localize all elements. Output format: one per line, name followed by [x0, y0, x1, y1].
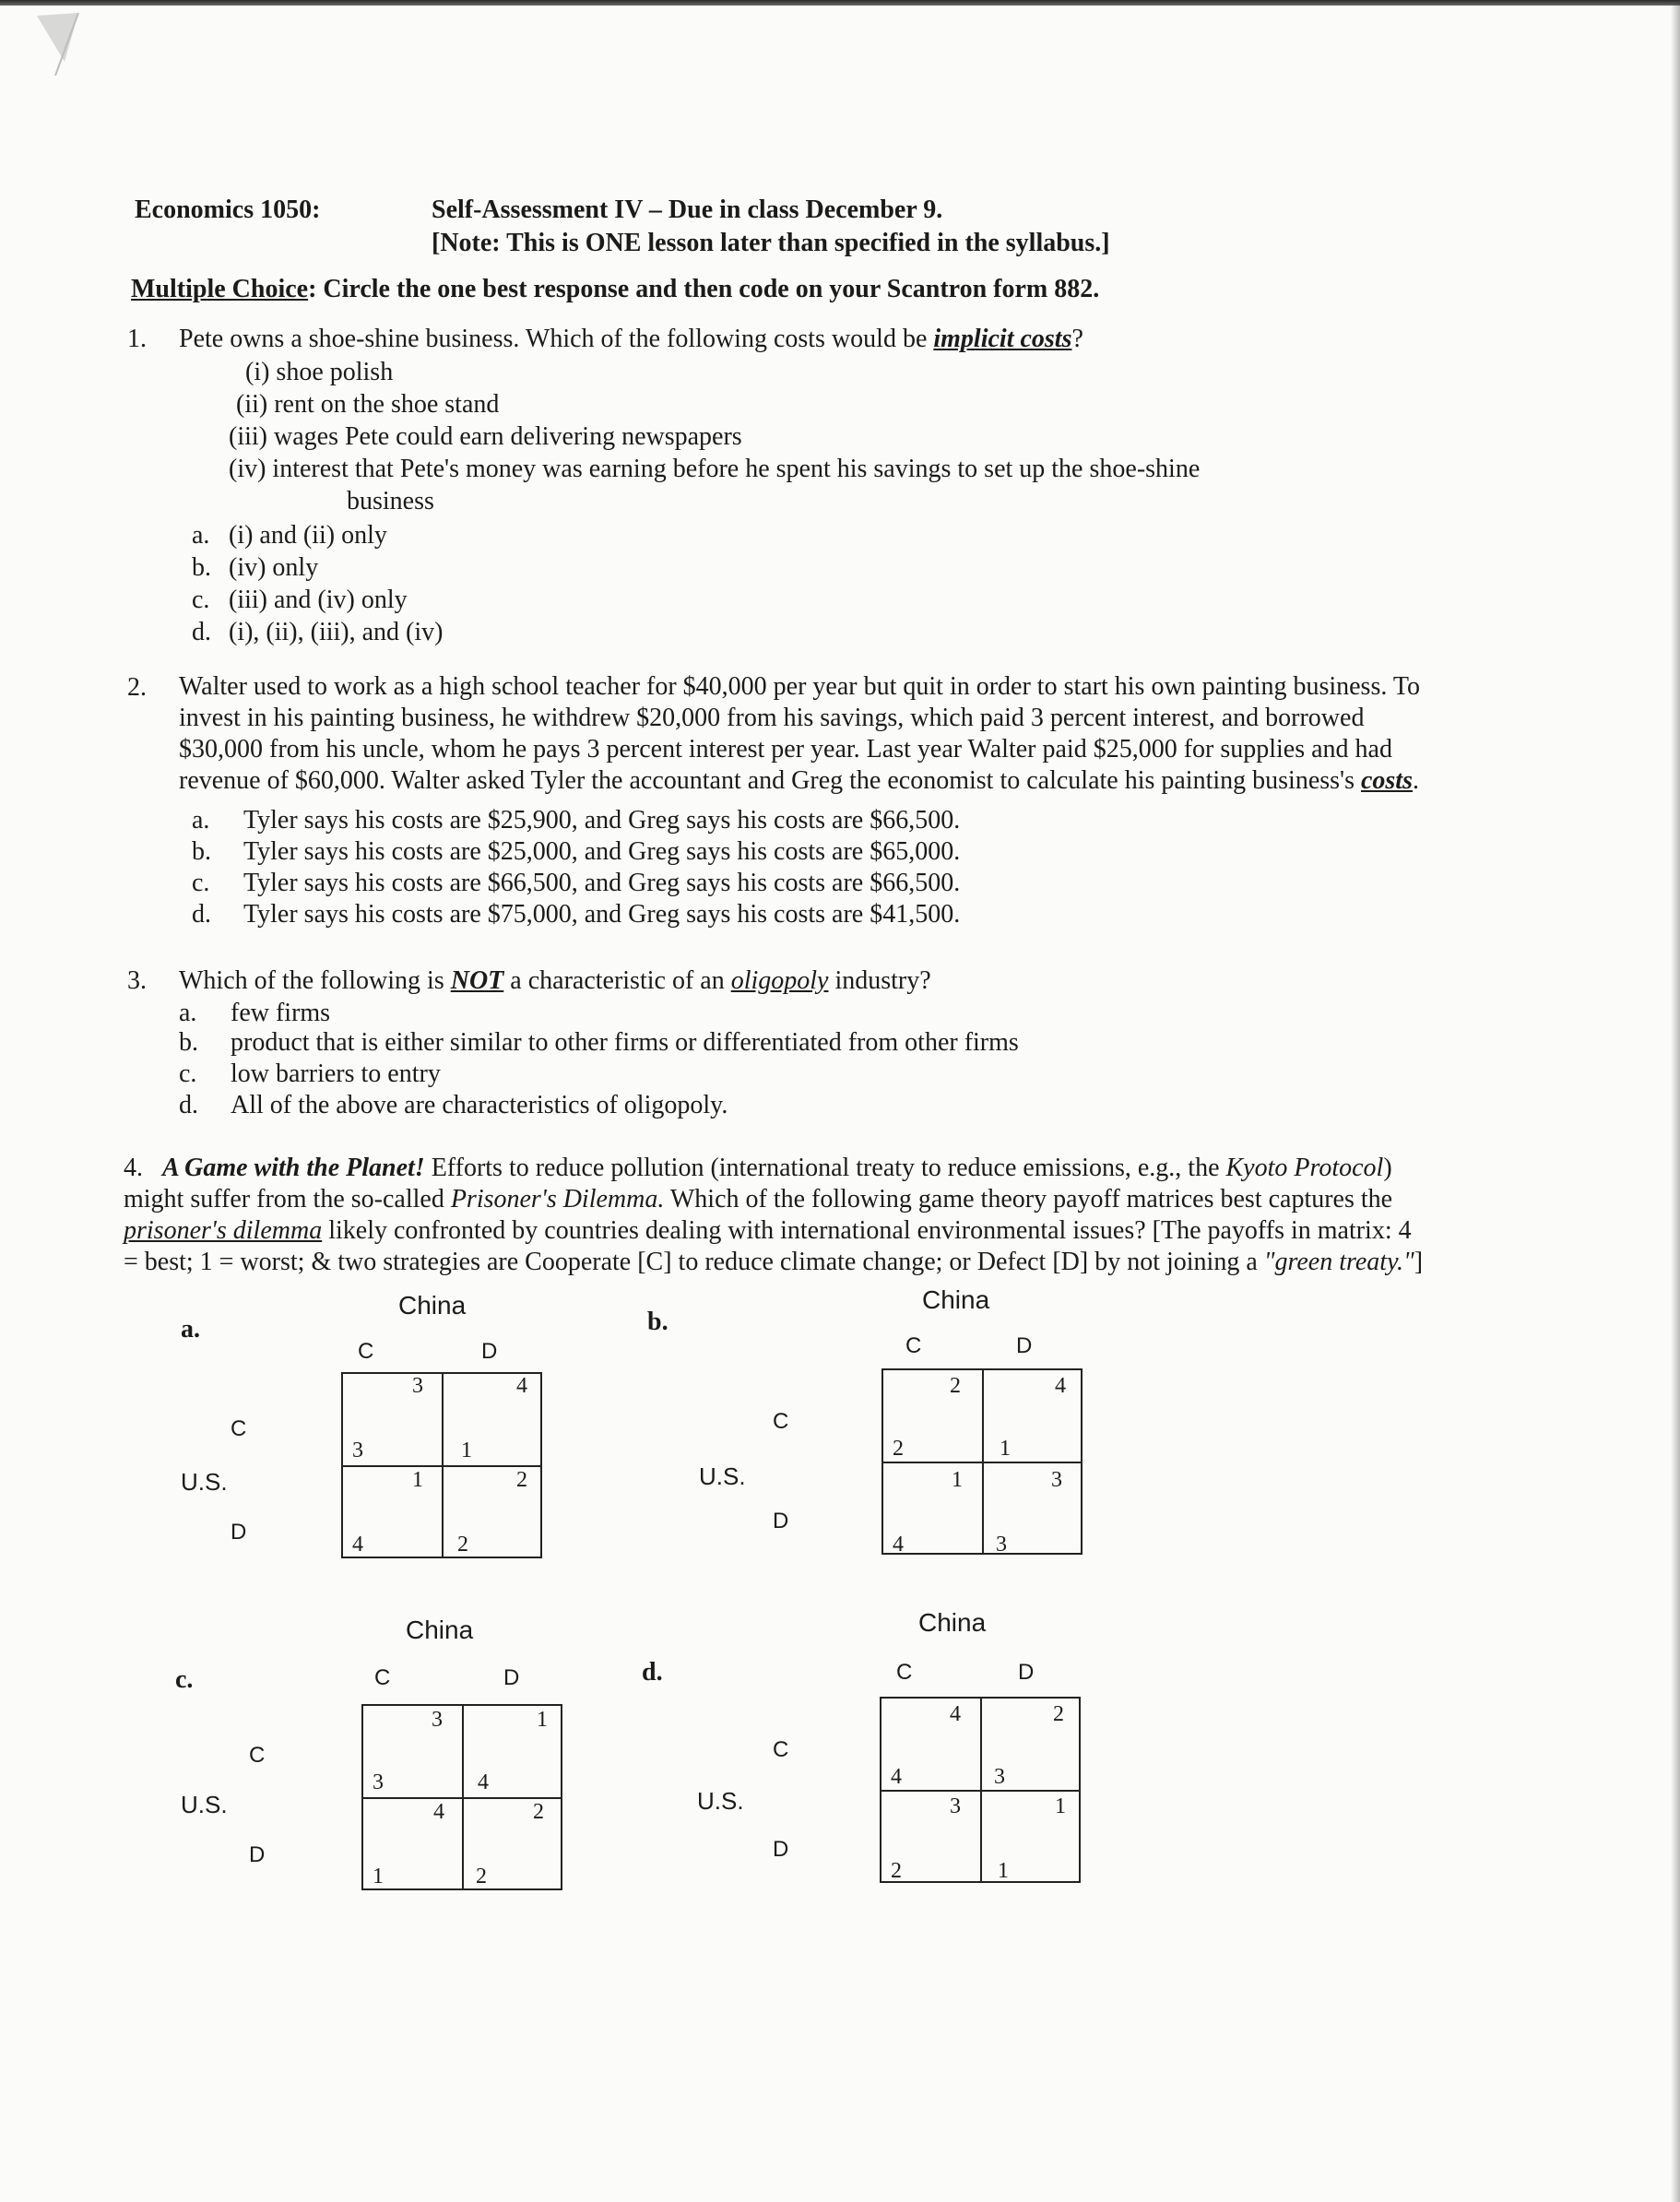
question-stem: Walter used to work as a high school teacher for $40,000 per year but quit in order to start his own painting business. To invest in his painting business, he withdrew $20,000 from his savings, which paid 3 percent interest, and borrowed $30,000 from his uncle, whom he pays 3 percent interest per year. Last year Walter paid $25,000 for supplies and had revenue of $60,000. Walter asked Tyler the accountant and Greg the economist to calculate his painting business's costs. — [179, 672, 1420, 795]
question-stem: Which of the following is NOT a characteristic of an oligopoly industry? — [179, 966, 931, 995]
instructions-label: Multiple Choice — [131, 275, 309, 303]
answer-option[interactable]: a. (i) and (ii) only — [192, 521, 387, 550]
player-label-us: U.S. — [697, 1787, 744, 1815]
list-item: (iii) wages Pete could earn delivering newspapers — [229, 422, 742, 451]
course-name: Economics 1050: — [135, 195, 321, 224]
list-item: (i) shoe polish — [245, 358, 394, 386]
row-strategy-c: C — [231, 1416, 247, 1441]
payoff-china: 4 — [433, 1800, 444, 1824]
payoff-us: 4 — [893, 1533, 904, 1557]
page-top-edge — [0, 0, 1680, 6]
row-strategy-d: D — [773, 1509, 789, 1533]
matrix-label[interactable]: c. — [175, 1665, 194, 1694]
emphasis-not: NOT — [450, 966, 504, 995]
emphasis-term: implicit costs — [933, 325, 1072, 353]
row-strategy-c: C — [773, 1737, 789, 1762]
payoff-china: 1 — [952, 1468, 963, 1492]
emphasis-term: oligopoly — [730, 966, 829, 995]
payoff-us: 3 — [352, 1438, 363, 1462]
payoff-china: 1 — [1055, 1794, 1066, 1818]
answer-option[interactable]: c. low barriers to entry — [179, 1060, 441, 1088]
player-label-china: China — [918, 1608, 987, 1637]
list-item: (iv) interest that Pete's money was earning before he spent his savings to set up the shoe-shine — [229, 455, 1201, 483]
question-number: 1. — [127, 325, 147, 353]
answer-option[interactable]: c. Tyler says his costs are $66,500, and Greg says his costs are $66,500. — [192, 869, 961, 897]
payoff-grid — [361, 1704, 562, 1890]
payoff-us: 2 — [891, 1859, 902, 1883]
question-number: 3. — [127, 966, 147, 995]
payoff-china: 4 — [516, 1374, 527, 1398]
payoff-us: 1 — [461, 1438, 472, 1462]
payoff-china: 3 — [412, 1374, 423, 1398]
payoff-china: 3 — [432, 1708, 443, 1732]
payoff-china: 3 — [1051, 1468, 1062, 1492]
player-label-china: China — [406, 1616, 474, 1644]
payoff-us: 1 — [373, 1865, 384, 1888]
payoff-china: 2 — [950, 1374, 961, 1398]
row-strategy-d: D — [773, 1837, 789, 1862]
instructions-text: : Circle the one best response and then code on your Scantron form 882. — [308, 275, 1100, 303]
row-strategy-d: D — [231, 1520, 247, 1545]
payoff-us: 3 — [994, 1765, 1005, 1789]
payoff-us: 4 — [891, 1765, 902, 1789]
player-label-us: U.S. — [181, 1791, 228, 1818]
column-strategy-c: C — [905, 1333, 922, 1358]
answer-option[interactable]: d. (i), (ii), (iii), and (iv) — [192, 618, 444, 646]
payoff-us: 2 — [893, 1437, 904, 1461]
player-label-us: U.S. — [181, 1468, 228, 1496]
instructions — [131, 275, 1099, 304]
payoff-us: 4 — [352, 1533, 363, 1557]
column-strategy-d: D — [481, 1339, 498, 1364]
page-side-shadow — [1671, 0, 1680, 2202]
payoff-china: 1 — [412, 1468, 423, 1492]
matrix-label[interactable]: d. — [642, 1658, 663, 1687]
payoff-us: 1 — [1000, 1437, 1011, 1461]
answer-option[interactable]: c. (iii) and (iv) only — [192, 586, 408, 614]
answer-option[interactable]: a. few firms — [179, 999, 331, 1027]
player-label-china: China — [922, 1285, 990, 1314]
answer-option[interactable]: a. Tyler says his costs are $25,900, and Greg says his costs are $66,500. — [192, 806, 961, 835]
answer-option[interactable]: d. All of the above are characteristics of oligopoly. — [179, 1091, 728, 1119]
list-item-continuation: business — [347, 487, 434, 515]
payoff-grid — [880, 1697, 1081, 1883]
payoff-us: 2 — [457, 1533, 468, 1557]
payoff-china: 4 — [950, 1702, 961, 1726]
payoff-us: 4 — [478, 1770, 489, 1794]
payoff-grid — [881, 1368, 1083, 1555]
row-strategy-c: C — [773, 1409, 789, 1434]
assignment-note: [Note: This is ONE lesson later than specified in the syllabus.] — [432, 229, 1110, 257]
column-strategy-c: C — [896, 1660, 913, 1685]
question-number: 2. — [127, 673, 147, 702]
column-strategy-c: C — [374, 1665, 391, 1690]
payoff-grid — [341, 1372, 542, 1558]
column-strategy-d: D — [1018, 1660, 1035, 1685]
answer-option[interactable]: b. (iv) only — [192, 553, 319, 582]
answer-option[interactable]: b. Tyler says his costs are $25,000, and Greg says his costs are $65,000. — [192, 837, 961, 866]
payoff-china: 2 — [1053, 1702, 1064, 1726]
answer-option[interactable]: d. Tyler says his costs are $75,000, and Greg says his costs are $41,500. — [192, 900, 961, 929]
paper-fold-mark — [28, 11, 83, 76]
row-strategy-d: D — [249, 1842, 266, 1867]
list-item: (ii) rent on the shoe stand — [236, 390, 500, 419]
matrix-label[interactable]: b. — [647, 1308, 668, 1336]
question-title: A Game with the Planet! — [162, 1154, 425, 1182]
column-strategy-c: C — [358, 1339, 374, 1364]
question-4: 4. A Game with the Planet! Efforts to reduce pollution (international treaty to reduce emissions, e.g., the Kyoto Protocol) might suffer from the so-called Prisoner's Dilemma. Which of the following game theory payoff matrices best captures the prisoner's dilemma likely confronted by countries dealing with international environmental issues? [The payoffs in matrix: 4 = best; 1 = worst; & two strategies are Cooperate [C] to reduce climate change; or Defect [D] by not joining a "green treaty."] — [124, 1154, 1424, 1276]
payoff-china: 3 — [950, 1794, 961, 1818]
payoff-china: 2 — [516, 1468, 527, 1492]
assignment-title: Self-Assessment IV – Due in class December 9. — [432, 195, 943, 224]
column-strategy-d: D — [503, 1665, 520, 1690]
payoff-us: 3 — [373, 1770, 384, 1794]
question-number: 4. — [124, 1154, 143, 1182]
payoff-china: 2 — [533, 1800, 544, 1824]
question-stem: Pete owns a shoe-shine business. Which of the following costs would be implicit costs? — [179, 325, 1083, 353]
player-label-china: China — [398, 1291, 467, 1320]
payoff-us: 1 — [998, 1859, 1009, 1883]
row-strategy-c: C — [249, 1743, 266, 1768]
emphasis-term: costs — [1360, 766, 1413, 795]
player-label-us: U.S. — [699, 1462, 746, 1490]
payoff-china: 1 — [537, 1708, 548, 1732]
payoff-us: 3 — [996, 1533, 1007, 1557]
matrix-label[interactable]: a. — [181, 1315, 200, 1344]
payoff-us: 2 — [476, 1865, 487, 1888]
column-strategy-d: D — [1016, 1333, 1033, 1358]
answer-option[interactable]: b. product that is either similar to other firms or differentiated from other firms — [179, 1028, 1019, 1057]
payoff-china: 4 — [1055, 1374, 1066, 1398]
